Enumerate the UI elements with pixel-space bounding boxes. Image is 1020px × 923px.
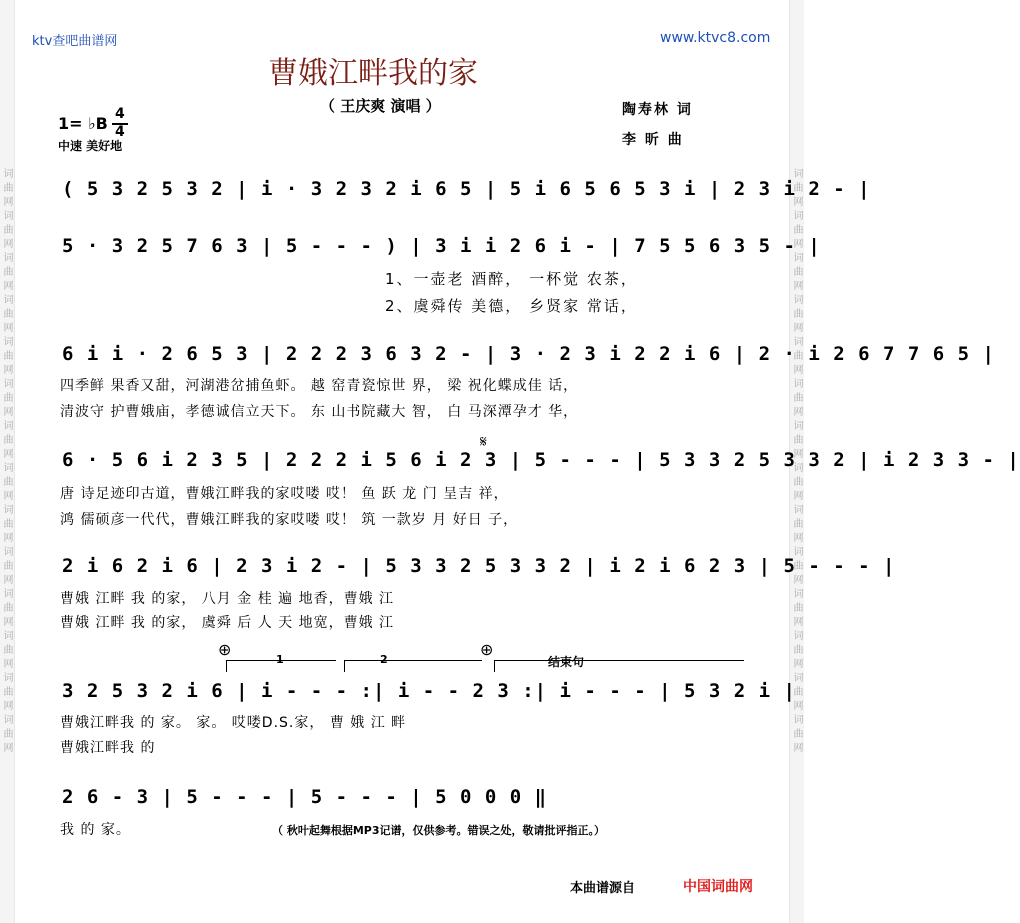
time-signature-top: 4 [115,106,125,122]
lyrics-row-7: 我 的 家。 [60,822,131,838]
lyrics-row-5-verse-1: 曹娥 江畔 我 的家， 八月 金 桂 遍 地香，曹娥 江 [60,591,395,607]
coda-icon-2: ⊕ [480,640,494,659]
lyrics-row-4-verse-1: 唐 诗足迹印古道，曹娥江畔我的家哎喽 哎！ 鱼 跃 龙 门 呈吉 祥， [60,486,509,502]
segno-icon: 𝄋 [480,432,487,451]
side-watermark-left: 词曲网词曲网词曲网词曲网词曲网词曲网词曲网词曲网词曲网词曲网词曲网词曲网词曲网词曲网 [0,0,15,923]
time-signature-bottom: 4 [115,124,125,140]
singer-credit: （ 王庆爽 演唱 ） [320,97,441,115]
score-row-1: ( 5 3 2 5 3 2 | i · 3 2 3 2 i 6 5 | 5 i 6 5 6 5 3 i | 2 3 i 2 - | [62,178,871,200]
score-row-4: 6 · 5 6 i 2 3 5 | 2 2 2 i 5 6 i 2 3 | 5 - - - | 5 3 3 2 5 3 3 2 | i 2 3 3 - | [62,449,1020,471]
score-row-5: 2 i 6 2 i 6 | 2 3 i 2 - | 5 3 3 2 5 3 3 2 | i 2 i 6 2 3 | 5 - - - | [62,555,896,577]
score-row-2: 5 · 3 2 5 7 6 3 | 5 - - - ) | 3 i i 2 6 i - | 7 5 5 6 3 5 - | [62,235,821,257]
score-row-3: 6 i i · 2 6 5 3 | 2 2 2 3 6 3 2 - | 3 · 2 3 i 2 2 i 6 | 2 · i 2 6 7 7 6 5 | [62,343,995,365]
score-row-6: 3 2 5 3 2 i 6 | i - - - :| i - - 2 3 :| i - - - | 5 3 2 i | [62,680,796,702]
lyrics-row-5-verse-2: 曹娥 江畔 我 的家， 虞舜 后 人 天 地宽，曹娥 江 [60,615,395,631]
lyrics-row-3-verse-2: 清波守 护曹娥庙，孝德诚信立天下。 东 山书院藏大 智， 白 马深潭孕才 华， [60,404,579,420]
coda-icon: ⊕ [218,640,232,659]
transcription-note: （ 秋叶起舞根据MP3记谱，仅供参考。错误之处，敬请批评指正。） [272,824,605,837]
source-label: 本曲谱源自 [570,881,636,896]
volta-ending: 结束句 [548,655,585,669]
volta-first: 1 [276,653,284,666]
lyricist-credit: 陶寿林 词 [622,102,693,118]
score-row-7: 2 6 - 3 | 5 - - - | 5 - - - | 5 0 0 0 ‖ [62,786,548,808]
lyrics-row-3-verse-1: 四季鲜 果香又甜，河湖港岔捕鱼虾。 越 窑青瓷惊世 界， 梁 祝化蝶成佳 话， [60,378,579,394]
site-name-left[interactable]: ktv查吧曲谱网 [32,34,118,49]
lyrics-row-2-verse-2: 2、虞舜传 美德， 乡贤家 常话， [385,297,638,315]
lyrics-row-6-verse-2: 曹娥江畔我 的 [60,740,156,756]
volta-second: 2 [380,653,388,666]
key-signature: 1= ♭B [58,114,108,133]
site-url-right[interactable]: www.ktvc8.com [660,30,771,46]
tempo-marking: 中速 美好地 [58,139,123,153]
lyrics-row-4-verse-2: 鸿 儒硕彦一代代，曹娥江畔我的家哎喽 哎！ 筑 一款岁 月 好日 子， [60,512,519,528]
page-title: 曹娥江畔我的家 [268,56,478,91]
composer-credit: 李 昕 曲 [622,132,684,148]
lyrics-row-6-verse-1: 曹娥江畔我 的 家。 家。 哎喽D.S.家， 曹 娥 江 畔 [60,715,407,731]
source-site-link[interactable]: 中国词曲网 [683,879,753,895]
side-watermark-right: 词曲网词曲网词曲网词曲网词曲网词曲网词曲网词曲网词曲网词曲网词曲网词曲网词曲网词曲网 [789,0,804,923]
lyrics-row-2-verse-1: 1、一壶老 酒醉， 一杯觉 农茶， [385,270,638,288]
